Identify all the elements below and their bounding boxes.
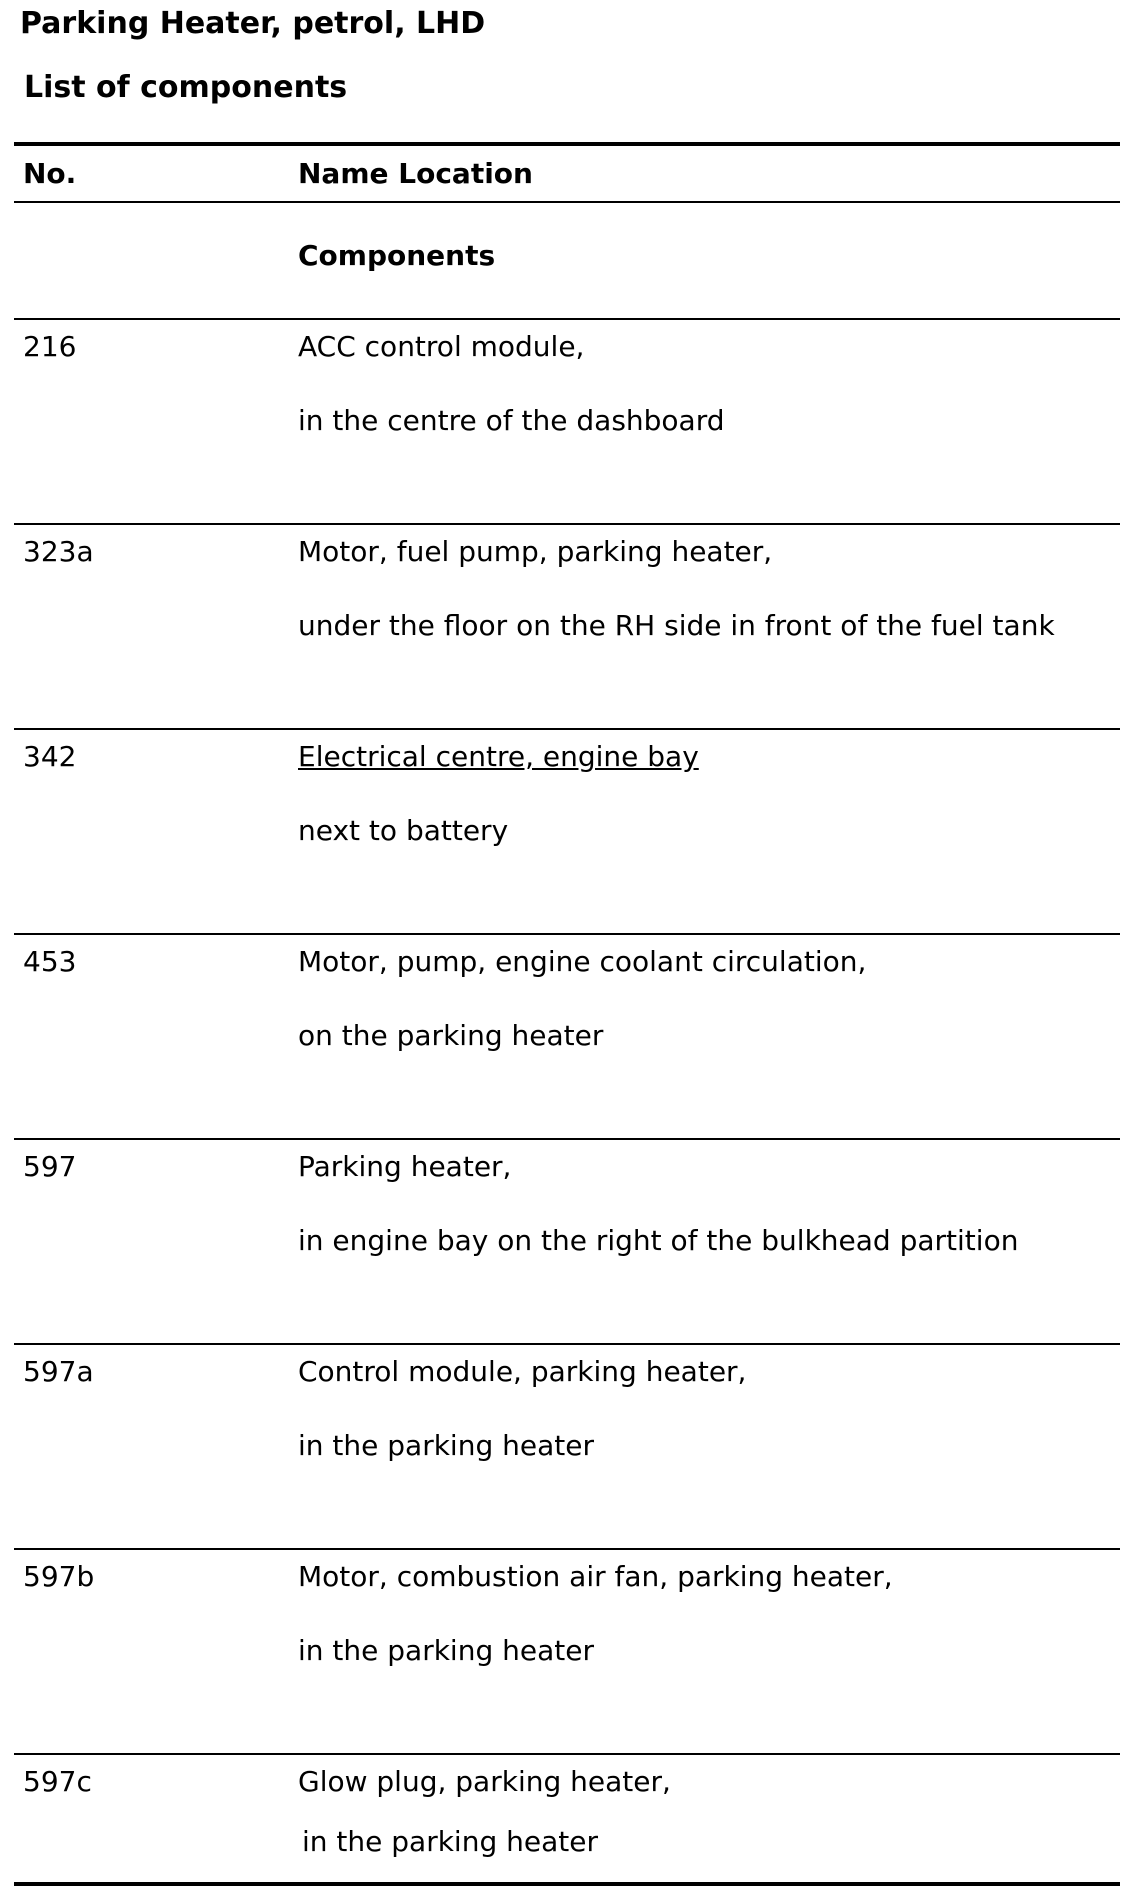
row-location: in the parking heater bbox=[298, 1634, 594, 1667]
row-rule bbox=[14, 933, 1120, 935]
row-location: next to battery bbox=[298, 814, 509, 847]
row-name: Motor, combustion air fan, parking heater, bbox=[298, 1560, 893, 1593]
row-rule bbox=[14, 1343, 1120, 1345]
section-label: Components bbox=[298, 239, 496, 272]
row-rule bbox=[14, 1548, 1120, 1550]
row-name: Parking heater, bbox=[298, 1150, 512, 1183]
row-number: 597c bbox=[23, 1765, 92, 1798]
row-rule bbox=[14, 1138, 1120, 1140]
row-location: on the parking heater bbox=[298, 1019, 604, 1052]
header-rule bbox=[14, 201, 1120, 203]
row-rule bbox=[14, 318, 1120, 320]
row-number: 453 bbox=[23, 945, 77, 978]
document-title: Parking Heater, petrol, LHD bbox=[20, 6, 486, 41]
table-top-rule bbox=[14, 142, 1120, 146]
row-number: 323a bbox=[23, 535, 94, 568]
row-location: in engine bay on the right of the bulkhead partition bbox=[298, 1224, 1019, 1257]
row-location: in the centre of the dashboard bbox=[298, 404, 725, 437]
header-no: No. bbox=[23, 157, 77, 190]
row-name: Glow plug, parking heater, bbox=[298, 1765, 671, 1798]
header-name-location: Name Location bbox=[298, 157, 533, 190]
row-number: 216 bbox=[23, 330, 77, 363]
row-name: Motor, pump, engine coolant circulation, bbox=[298, 945, 867, 978]
row-number: 597 bbox=[23, 1150, 77, 1183]
table-bottom-rule bbox=[14, 1882, 1120, 1886]
row-location: in the parking heater bbox=[302, 1825, 598, 1858]
row-rule bbox=[14, 728, 1120, 730]
row-name[interactable]: Electrical centre, engine bay bbox=[298, 740, 699, 773]
row-name: Motor, fuel pump, parking heater, bbox=[298, 535, 773, 568]
row-number: 342 bbox=[23, 740, 77, 773]
document-subtitle: List of components bbox=[24, 70, 348, 105]
row-number: 597a bbox=[23, 1355, 94, 1388]
row-rule bbox=[14, 1753, 1120, 1755]
row-name: Control module, parking heater, bbox=[298, 1355, 747, 1388]
row-location: in the parking heater bbox=[298, 1429, 594, 1462]
row-name: ACC control module, bbox=[298, 330, 585, 363]
row-number: 597b bbox=[23, 1560, 95, 1593]
row-location: under the floor on the RH side in front of the fuel tank bbox=[298, 609, 1055, 642]
row-rule bbox=[14, 523, 1120, 525]
